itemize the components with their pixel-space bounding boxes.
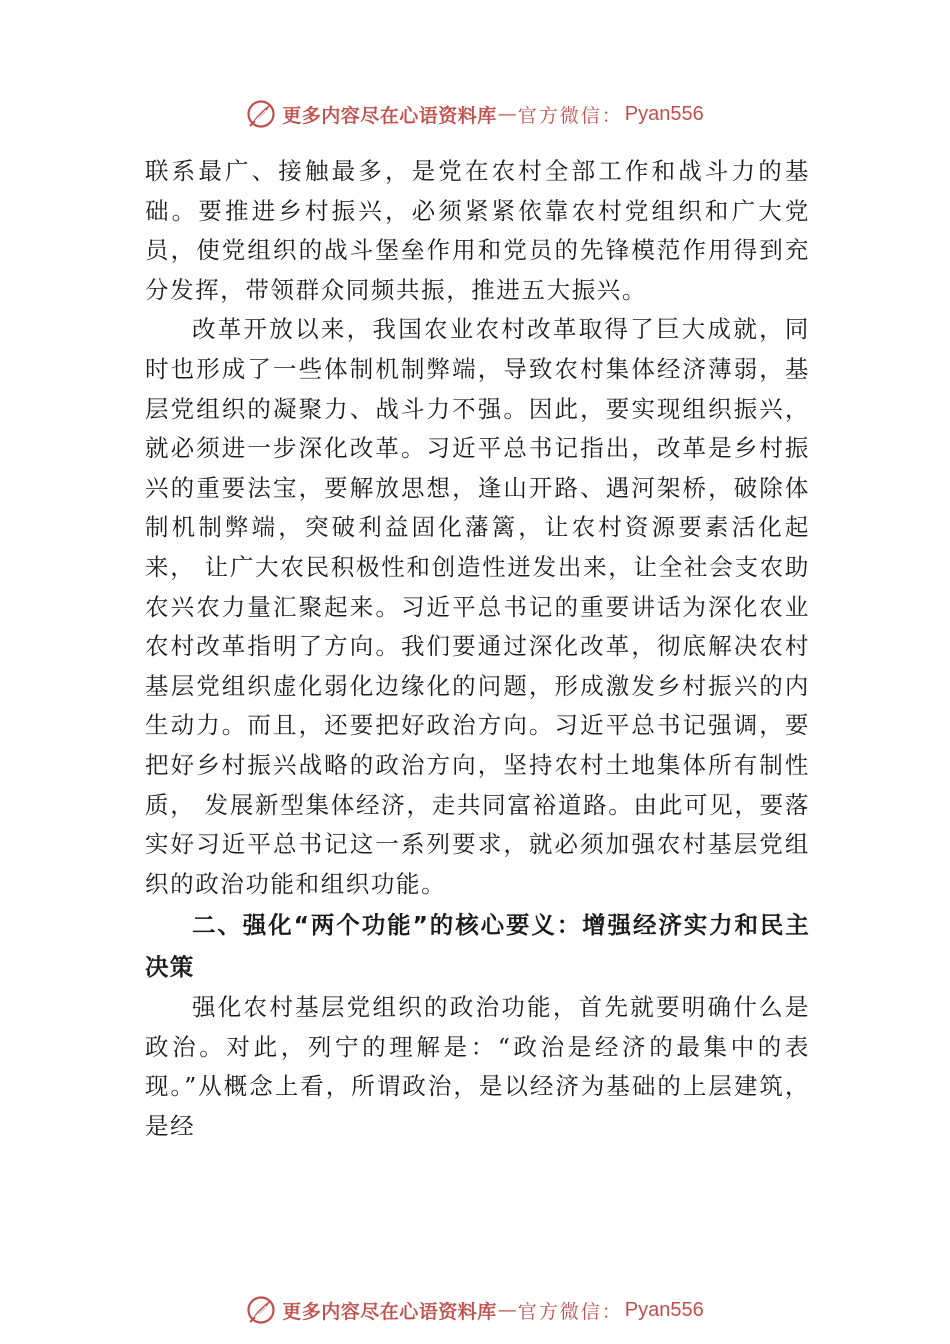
- wechat-id: Pyan556: [624, 102, 704, 125]
- wechat-id: Pyan556: [624, 1298, 704, 1321]
- site-name: 更多内容尽在心语资料库: [282, 1300, 497, 1323]
- banner-separator: —: [497, 1299, 517, 1321]
- paragraph-continued: 联系最广、接触最多，是党在农村全部工作和战斗力的基础。要推进乡村振兴，必须紧紧依靠农村党组织和广大党员，使党组织的战斗堡垒作用和党员的先锋模范作用得到充分发挥，带领群众同频共振，推进五大振兴。: [145, 157, 810, 304]
- quill-logo-icon: [246, 99, 276, 129]
- footer-banner: [0, 1290, 950, 1330]
- quill-logo-icon: [246, 1295, 276, 1325]
- paragraph-politics: 强化农村基层党组织的政治功能，首先就要明确什么是政治。对此，列宁的理解是：“政治是经济的最集中的表现。”从概念上看，所谓政治，是以经济为基础的上层建筑，是经: [145, 993, 810, 1141]
- section-heading: 二、强化“两个功能”的核心要义：增强经济实力和民主决策: [145, 911, 810, 982]
- header-banner: [0, 94, 950, 134]
- wechat-label: 官方微信：: [517, 1300, 623, 1323]
- wechat-label: 官方微信：: [517, 104, 623, 127]
- paragraph-reform: 改革开放以来，我国农业农村改革取得了巨大成就，同时也形成了一些体制机制弊端，导致农村集体经济薄弱，基层党组织的凝聚力、战斗力不强。因此，要实现组织振兴， 就必须进一步深化改革。习近平总书记指出，改革是乡村振兴的重要法宝，要解放思想，逢山开路、遇河架桥，破除体制机制弊端，突破利益固化藩篱，让农村资源要素活化起来， 让广大农民积极性和创造性迸发出来，让全社会支农助农兴农力量汇聚起来。习近平总书记的重要讲话为深化农业农村改革指明了方向。我们要通过深化改革，彻底解决农村基层党组织虚化弱化边缘化的问题，形成激发乡村振兴的内生动力。而且，还要把好政治方向。习近平总书记强调，要把好乡村振兴战略的政治方向，坚持农村土地集体所有制性质， 发展新型集体经济，走共同富裕道路。由此可见，要落实好习近平总书记这一系列要求，就必须加强农村基层党组织的政治功能和组织功能。: [145, 315, 810, 898]
- site-name: 更多内容尽在心语资料库: [282, 104, 497, 127]
- document-body: [145, 152, 810, 1147]
- banner-separator: —: [497, 103, 517, 125]
